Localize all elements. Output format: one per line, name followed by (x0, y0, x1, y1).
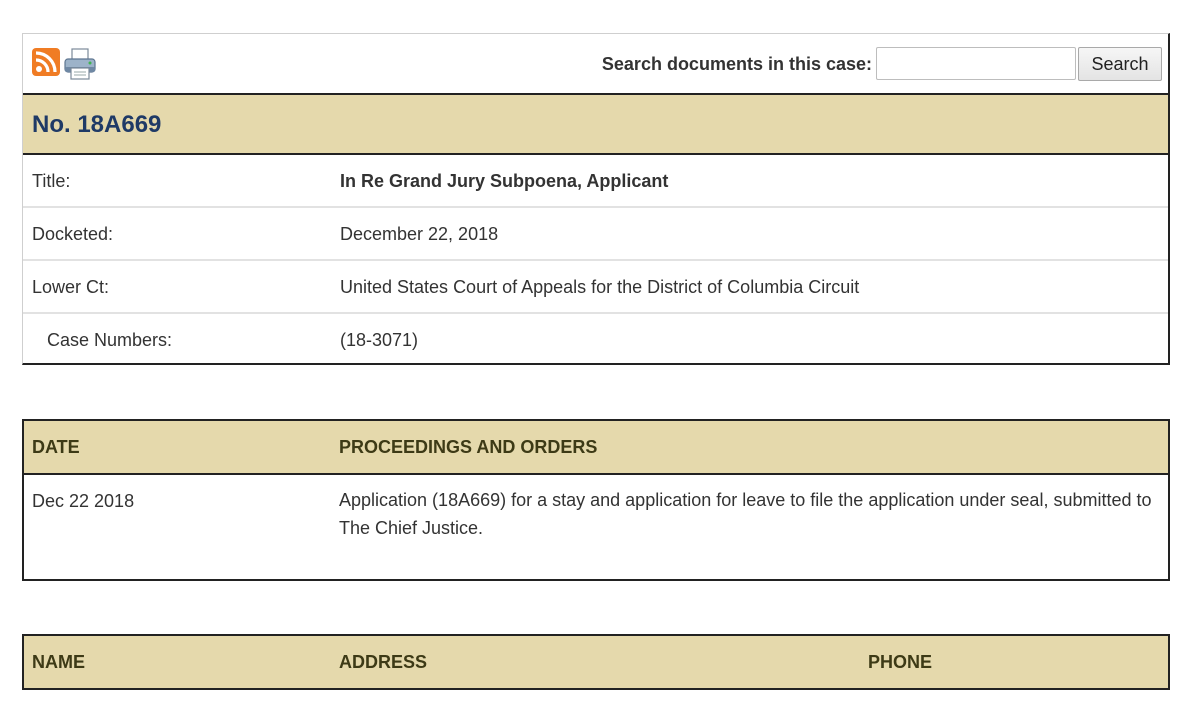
column-header-phone: PHONE (868, 652, 933, 672)
search-input[interactable] (876, 47, 1076, 80)
column-header-proceedings: PROCEEDINGS AND ORDERS (339, 437, 598, 457)
info-label: Case Numbers: (47, 330, 173, 350)
info-row-case-numbers (23, 314, 1168, 367)
proceeding-text: Application (18A669) for a stay and application for leave to file the application under seal, submitted to The Chief Justice. (339, 490, 1152, 538)
proceeding-date: Dec 22 2018 (32, 491, 135, 511)
proceedings-header (24, 421, 1168, 475)
lower-court-value: United States Court of Appeals for the District of Columbia Circuit (340, 277, 860, 297)
info-label: Title: (32, 171, 71, 191)
toolbar (23, 34, 1168, 95)
info-label: Lower Ct: (32, 277, 110, 297)
case-title-bar (23, 95, 1168, 155)
case-number: No. 18A669 (32, 111, 162, 138)
column-header-address: ADDRESS (339, 652, 428, 672)
case-info-panel (22, 33, 1170, 365)
info-row-lower-court (23, 261, 1168, 314)
docketed-value: December 22, 2018 (340, 224, 499, 244)
search-label: Search documents in this case: (601, 54, 872, 74)
parties-table-header (22, 634, 1170, 690)
info-row-docketed (23, 208, 1168, 261)
proceedings-table (22, 419, 1170, 581)
case-title-value: In Re Grand Jury Subpoena, Applicant (340, 171, 669, 191)
rss-feed-icon[interactable] (32, 48, 60, 76)
column-header-name: NAME (32, 652, 85, 672)
printer-icon[interactable] (63, 48, 97, 80)
column-header-date: DATE (32, 437, 80, 457)
info-row-title (23, 155, 1168, 208)
search-button[interactable]: Search (1078, 47, 1162, 81)
info-label: Docketed: (32, 224, 114, 244)
case-numbers-value: (18-3071) (340, 330, 419, 350)
